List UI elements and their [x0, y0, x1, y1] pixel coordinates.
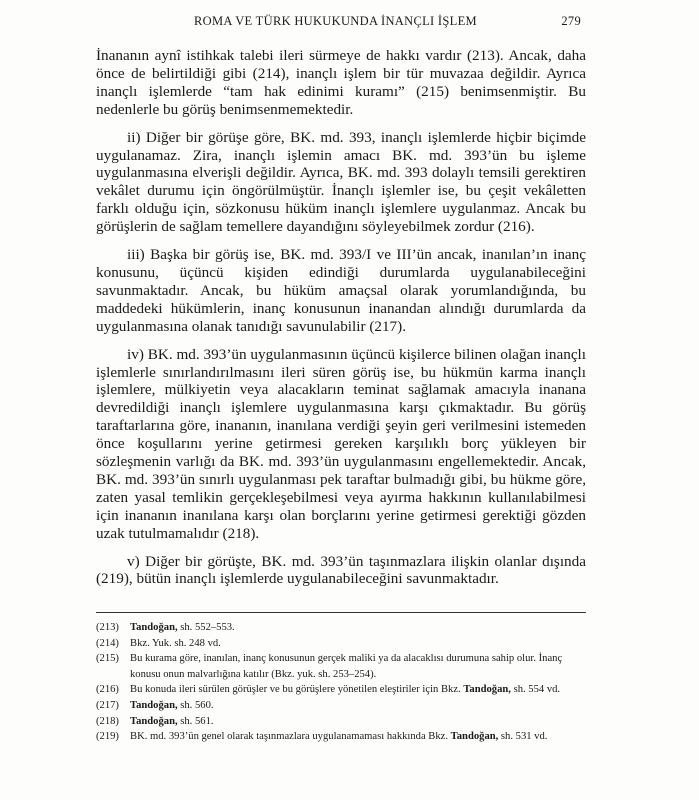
footnote-body: sh. 552–553. — [177, 622, 235, 633]
page-number: 279 — [561, 14, 581, 28]
footnote-number: (219) — [96, 731, 119, 743]
footnote-text — [130, 651, 587, 682]
footnote-pages: sh. 531 vd. — [498, 731, 548, 743]
footnote-author: Tandoğan, — [130, 715, 178, 727]
footnote-number: (213) — [96, 622, 119, 633]
footnotes — [96, 620, 587, 745]
running-title: ROMA VE TÜRK HUKUKUNDA İNANÇLI İŞLEM — [194, 14, 477, 28]
footnote-number: (215) — [96, 653, 119, 665]
footnote-author: Tandoğan, — [450, 731, 499, 743]
main-text — [96, 47, 586, 598]
footnote — [96, 682, 587, 698]
footnote-text — [130, 714, 587, 730]
footnote-body: Bu konuda ileri sürülen görüşler ve bu görüşlere yönetilen eleştiriler için Bkz. — [130, 684, 464, 696]
footnote-author: Tandoğan, — [130, 622, 178, 633]
footnote — [96, 651, 587, 682]
footnote — [96, 729, 587, 745]
footnote-text — [130, 729, 587, 745]
paragraph-continuation: İnananın aynî istihkak talebi ileri sürmeye de hakkı vardır (213). Ancak, daha önce de belirtildiği gibi (214), inançlı işlem bir tür muvazaa değildir. Ayrıca inançlı işlemlerde “tam hak edinimi kuramı” (215) benimsenmiştir. Bu nedenlerle bu görüş benimsenmemektedir. — [96, 47, 586, 118]
footnote-author: Tandoğan, — [463, 684, 511, 696]
page-header — [96, 14, 581, 29]
paragraph-iii: iii) Başka bir görüş ise, BK. md. 393/I ve III’ün ancak, inanılan’ın inanç konusunu, üçüncü kişiden edindiği durumlarda uygulanabileceğini savunmaktadır. Ancak, bu hüküm amaçsal olarak yorumlandığında, bu maddedeki hükümlerin, inanç konusunun inanandan alındığı durumlarda da uygulanmasına olanak tanıdığı savunulabilir (217). — [96, 246, 586, 335]
footnote-number: (216) — [96, 684, 119, 696]
footnote-body: sh. 560. — [177, 699, 214, 711]
footnote-body: Bkz. Yuk. sh. 248 vd. — [130, 637, 221, 649]
footnote-text — [130, 620, 587, 636]
footnote-divider — [96, 612, 586, 613]
footnote-number: (214) — [96, 637, 119, 649]
footnote-number: (217) — [96, 699, 119, 711]
footnote-text — [130, 636, 587, 652]
paragraph-v: v) Diğer bir görüşte, BK. md. 393’ün taşınmazlara ilişkin olanlar dışında (219), bütün inançlı işlemlerde uygulanabileceğini savunmaktadır. — [96, 552, 586, 588]
footnote-text — [130, 682, 587, 698]
footnote-text — [130, 698, 587, 714]
paragraph-iv: iv) BK. md. 393’ün uygulanmasının üçüncü kişilerce bilinen olağan inançlı işlemlerle sınırlandırılmasını ileri süren görüş ise, bu hükmün karma inançlı işlemlere, mülkiyetin veya alacakların teminat sağlamak amacıyla inanana devredildiği inançlı işlemlere uygulanmasına karşı çıkmaktadır. Bu görüş taraftarlarına göre, inananın, inanılana verdiği şeyin geri verilmesini istemeden önce koşullarını yerine getirmesi gereken karşılıklı borç yükleyen bir sözleşmenin varlığı da BK. md. 393’ün uygulanmasını engellemektedir. Ancak, BK. md. 393’ün sınırlı uygulanması pek taraftar bulmadığı gibi, bu hükme göre, zaten yasal temlikin gerçekleşebilmesi veya ayırma hakkının kullanılabilmesi için inananın inanılana karşı olan borçlarını yerine getirmesi gerektiği gözden uzak tutulmamalıdır (218). — [96, 345, 586, 542]
footnote-number: (218) — [96, 715, 119, 727]
footnote-pages: sh. 554 vd. — [510, 684, 561, 696]
footnote-author: Tandoğan, — [130, 699, 178, 711]
footnote — [96, 636, 587, 652]
footnote — [96, 698, 587, 714]
footnote-body: Bu kurama göre, inanılan, inanç konusunun gerçek maliki ya da alacaklısı durumuna sahip olur. İnanç konusu onun malvarlığına katılır (Bkz. yuk. sh. 253–254). — [130, 653, 563, 680]
paragraph-ii: ii) Diğer bir görüşe göre, BK. md. 393, inançlı işlemlerde hiçbir biçimde uygulanamaz. Zira, inançlı işlemin amacı BK. md. 393’ün bu işleme uygulanmasına elverişli değildir. Ayrıca, BK. md. 393 dolaylı temsili gerektiren vekâlet durumu için öngörülmüştür. İnançlı işlemler ise, bu çeşit vekâletten farklı olduğu için, sözkonusu hüküm inançlı işlemlere uygulanmaz. Ancak bu görüşlerin de sağlam temellere dayandığını söyleyebilmek zordur (216). — [96, 128, 586, 236]
footnote-body: sh. 561. — [177, 715, 214, 727]
footnote-body: BK. md. 393’ün genel olarak taşınmazlara uygulanamaması hakkında Bkz. — [130, 731, 451, 743]
footnote — [96, 714, 587, 730]
footnote — [96, 620, 587, 636]
